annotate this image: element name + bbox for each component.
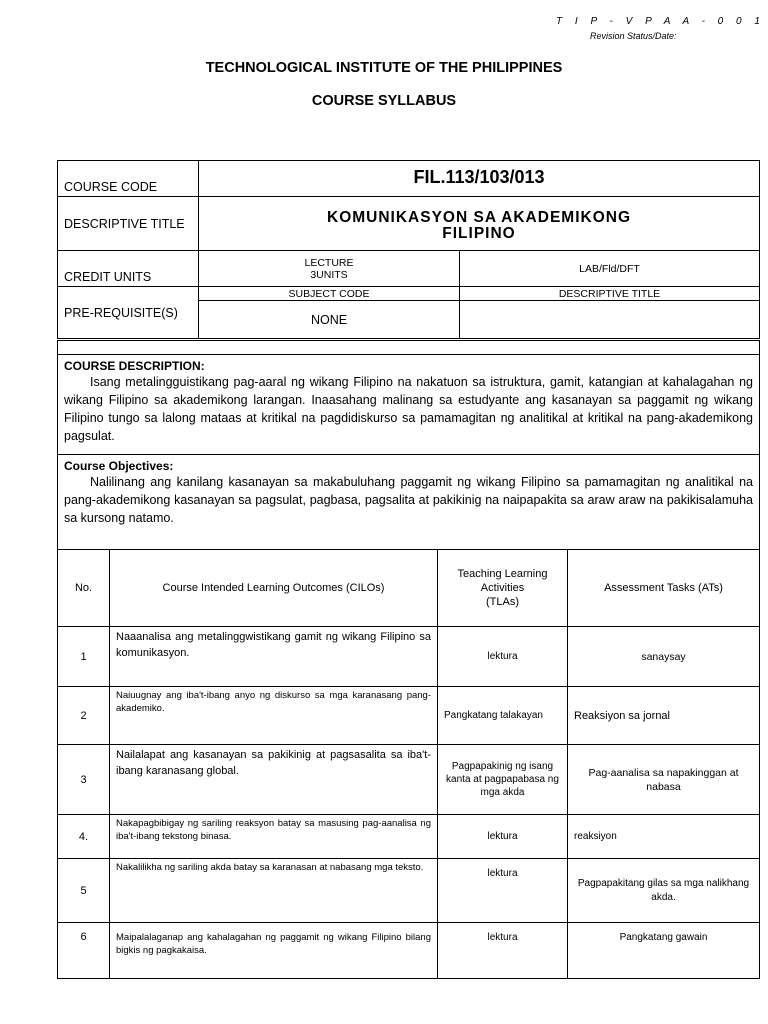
lab-label: LAB/Fld/DFT (460, 251, 760, 287)
row-number: 1 (58, 627, 110, 687)
table-row (58, 815, 760, 859)
row-at: Pag-aanalisa sa napakinggan at nabasa (568, 745, 760, 815)
course-objectives-cell (58, 455, 760, 550)
header-at: Assessment Tasks (ATs) (568, 550, 760, 627)
subject-code-label: SUBJECT CODE (199, 287, 460, 301)
row-tla: lektura (438, 923, 568, 979)
prerequisite-value: NONE (199, 301, 460, 339)
prereq-title-empty (460, 301, 760, 339)
course-code-value: FIL.113/103/013 (199, 161, 760, 197)
table-row (58, 627, 760, 687)
row-at: sanaysay (568, 627, 760, 687)
course-objectives-heading: Course Objectives: (64, 459, 174, 473)
row-tla: Pangkatang talakayan (438, 687, 568, 745)
descriptive-title-line2: FILIPINO (442, 224, 516, 242)
row-number: 5 (58, 859, 110, 923)
document-title: COURSE SYLLABUS (311, 93, 457, 109)
row-at: reaksiyon (568, 815, 760, 859)
header-cilo: Course Intended Learning Outcomes (CILOs) (110, 550, 438, 627)
row-number: 2 (58, 687, 110, 745)
row-at: Pangkatang gawain (568, 923, 760, 979)
row-tla: lektura (438, 815, 568, 859)
course-code-label: COURSE CODE (58, 161, 199, 197)
table-row (58, 745, 760, 815)
descriptive-title-line1: KOMUNIKASYON SA AKADEMIKONG (327, 208, 631, 226)
header-tla (438, 550, 568, 627)
lecture-label: LECTURE (304, 256, 354, 269)
institution-title: TECHNOLOGICAL INSTITUTE OF THE PHILIPPINES (205, 60, 563, 76)
descriptive-title-value (199, 197, 760, 251)
prerequisite-label: PRE-REQUISITE(S) (58, 287, 199, 339)
row-number: 3 (58, 745, 110, 815)
row-number: 4. (58, 815, 110, 859)
header-tla-line1: Teaching Learning (457, 568, 548, 580)
row-cilo: Nailalapat ang kasanayan sa pakikinig at pagsasalita sa iba't-ibang karanasang global. (110, 745, 438, 815)
row-at: Pagpapakitang gilas sa mga nalikhang akda. (568, 859, 760, 923)
lecture-cell (199, 251, 460, 287)
header-tla-line3: (TLAs) (486, 596, 519, 608)
table-row (58, 859, 760, 923)
row-tla: lektura (438, 859, 568, 923)
row-cilo: Nakalilikha ng sariling akda batay sa karanasan at nabasang mga teksto. (110, 859, 438, 923)
course-description-text: Isang metalingguistikang pag-aaral ng wikang Filipino na nakatuon sa istruktura, gamit, katangian at kahalagahan ng wikang Filipino sa akademikong larangan. Inaasahang malinang sa estudyante ang kasanayan sa paggamit ng wikang Filipino tungo sa lalong mataas at kritikal na pagdidiskurso sa pamamagitan ng analitikal at kritikal na pang-akademikong pagsulat. (64, 375, 753, 443)
header-no: No. (58, 550, 110, 627)
row-cilo: Maipalalaganap ang kahalagahan ng paggamit ng wikang Filipino bilang bigkis ng pagkakaisa. (110, 923, 438, 979)
header-tla-line2: Activities (480, 582, 525, 594)
course-description-table (57, 340, 760, 550)
lecture-units: 3UNITS (310, 268, 348, 281)
row-tla: Pagpapakinig ng isang kanta at pagpapabasa ng mga akda (438, 745, 568, 815)
row-cilo: Naiuugnay ang iba't-ibang anyo ng diskurso sa mga karanasang pang-akademiko. (110, 687, 438, 745)
course-objectives-text: Nalilinang ang kanilang kasanayan sa makabuluhang paggamit ng wikang Filipino sa pamamagitan ng analitikal na pang-akademikong kasanayan sa pagsulat, pagbasa, pagsalita at pakikinig na naipapakita sa araw araw na pakikisalamuha sa kursong natamo. (64, 475, 753, 525)
row-cilo: Naaanalisa ang metalinggwistikang gamit ng wikang Filipino sa komunikasyon. (110, 627, 438, 687)
table-row (58, 923, 760, 979)
course-description-heading: COURSE DESCRIPTION: (64, 359, 205, 373)
row-at: Reaksiyon sa jornal (568, 687, 760, 745)
row-tla: lektura (438, 627, 568, 687)
prereq-title-label: DESCRIPTIVE TITLE (460, 287, 760, 301)
course-description-cell (58, 355, 760, 455)
row-number: 6 (58, 923, 110, 979)
course-info-table (57, 160, 760, 339)
revision-status: Revision Status/Date: (590, 31, 677, 41)
document-code: T I P - V P A A - 0 0 1 (556, 16, 765, 27)
descriptive-title-label: DESCRIPTIVE TITLE (58, 197, 199, 251)
spacer-row (58, 341, 760, 355)
row-cilo: Nakapagbibigay ng sariling reaksyon batay sa masusing pag-aanalisa ng iba't-ibang tekstong binasa. (110, 815, 438, 859)
cilo-header-row (58, 550, 760, 627)
credit-units-label: CREDIT UNITS (58, 251, 199, 287)
cilo-table (57, 549, 760, 979)
table-row (58, 687, 760, 745)
